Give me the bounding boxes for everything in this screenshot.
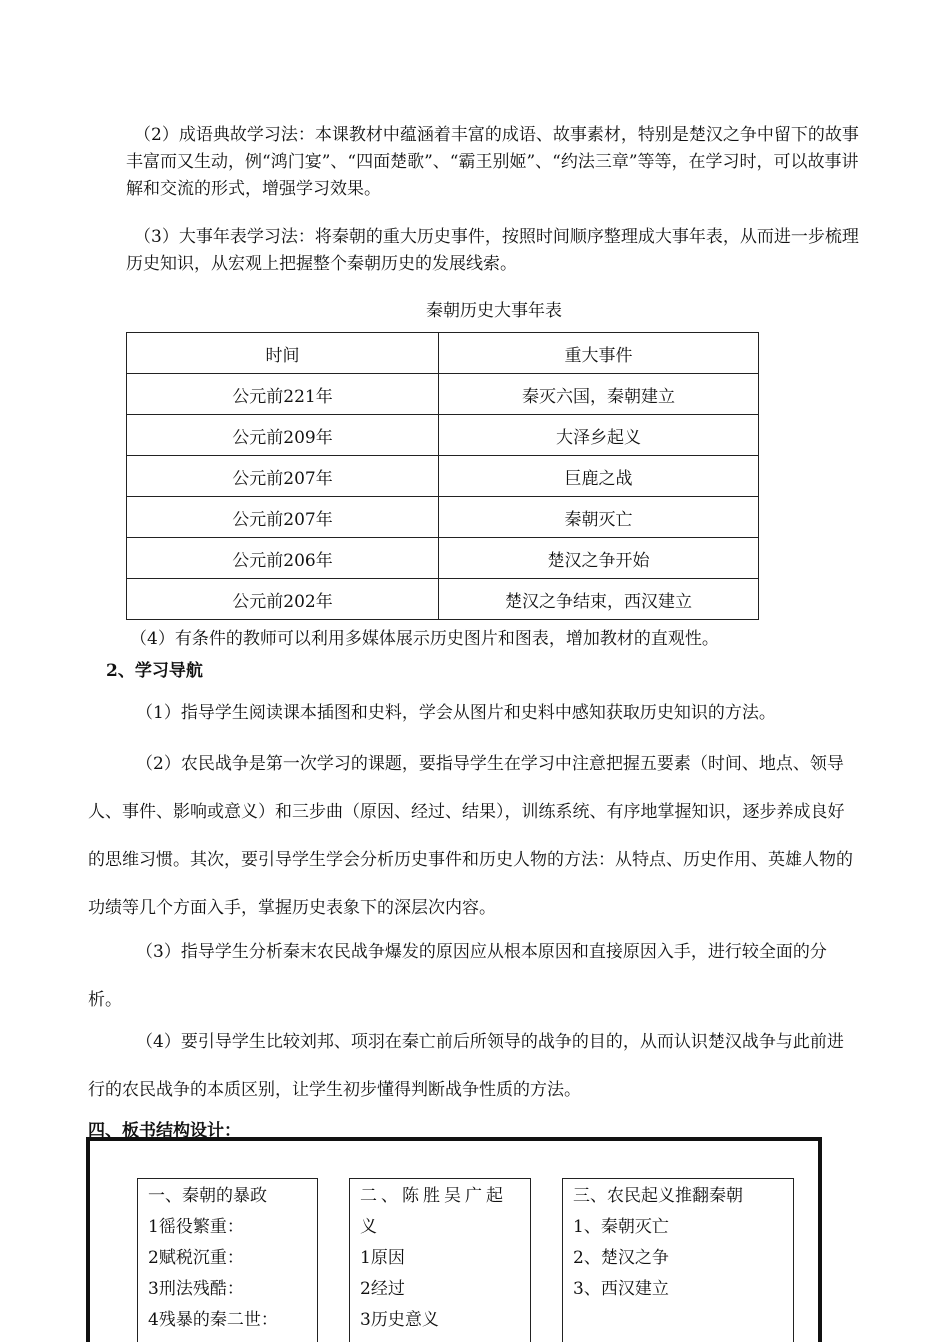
events-table [126,332,759,620]
table-cell-time: 公元前207年 [127,456,439,497]
table-cell-event: 秦朝灭亡 [439,497,759,538]
table-cell-event: 大泽乡起义 [439,415,759,456]
table-header-row [127,333,759,374]
table-row [127,538,759,579]
table-row [127,456,759,497]
board-box-item: 2、楚汉之争 [573,1248,669,1268]
paragraph-idiom-method: （2）成语典故学习法：本课教材中蕴涵着丰富的成语、故事素材，特别是楚汉之争中留下的故事丰富而又生动，例“鸿门宴”、“四面楚歌”、“霸王别姬”、“约法三章”等等，在学习时，可以故事讲解和交流的形式，增强学习效果。 [126,125,859,199]
table-cell-time: 公元前221年 [127,374,439,415]
board-box-item: 4残暴的秦二世： [148,1310,278,1330]
table-cell-event: 楚汉之争开始 [439,538,759,579]
table-caption: 秦朝历史大事年表 [426,301,562,321]
table-cell-time: 公元前202年 [127,579,439,620]
board-box-item: 1、秦朝灭亡 [573,1217,669,1237]
board-box-item: 2赋税沉重： [148,1248,244,1268]
board-box-item: 2经过 [360,1279,405,1299]
board-box-item: 3历史意义 [360,1310,439,1330]
board-box-title: 一、秦朝的暴政 [148,1186,267,1206]
board-box-item: 1徭役繁重： [148,1217,244,1237]
table-cell-event: 巨鹿之战 [439,456,759,497]
table-cell-time: 公元前206年 [127,538,439,579]
board-box-item: 3、西汉建立 [573,1279,669,1299]
table-row [127,374,759,415]
table-cell-time: 公元前207年 [127,497,439,538]
guide-item-1: （1）指导学生阅读课本插图和史料，学会从图片和史料中感知获取历史知识的方法。 [136,703,776,723]
board-box-tyranny [137,1178,318,1342]
paragraph-multimedia: （4）有条件的教师可以利用多媒体展示历史图片和图表，增加教材的直观性。 [130,629,719,649]
table-cell-event: 秦灭六国，秦朝建立 [439,374,759,415]
board-box-title: 三、农民起义推翻秦朝 [573,1186,743,1206]
board-box-item: 3刑法残酷： [148,1279,244,1299]
table-row [127,497,759,538]
guide-item-4: （4）要引导学生比较刘邦、项羽在秦亡前后所领导的战争的目的，从而认识楚汉战争与此前进行的农民战争的本质区别，让学生初步懂得判断战争性质的方法。 [88,1032,844,1100]
guide-item-3: （3）指导学生分析秦末农民战争爆发的原因应从根本原因和直接原因入手，进行较全面的分析。 [88,942,827,1010]
section-title-learning-guide: 2、学习导航 [106,661,203,681]
paragraph-timeline-method: （3）大事年表学习法：将秦朝的重大历史事件，按照时间顺序整理成大事年表，从而进一步梳理历史知识，从宏观上把握整个秦朝历史的发展线索。 [126,227,859,274]
table-row [127,579,759,620]
section-title-board-design: 四、板书结构设计： [88,1121,241,1141]
table-cell-event: 楚汉之争结束，西汉建立 [439,579,759,620]
board-box-title: 二、陈胜吴广起义 [360,1186,507,1237]
table-header-event: 重大事件 [439,333,759,374]
board-box-item: 1原因 [360,1248,405,1268]
table-header-time: 时间 [127,333,439,374]
guide-item-2: （2）农民战争是第一次学习的课题，要指导学生在学习中注意把握五要素（时间、地点、领导人、事件、影响或意义）和三步曲（原因、经过、结果），训练系统、有序地掌握知识，逐步养成良好的思维习惯。其次，要引导学生学会分析历史事件和历史人物的方法：从特点、历史作用、英雄人物的功绩等几个方面入手，掌握历史表象下的深层次内容。 [88,754,853,918]
table-cell-time: 公元前209年 [127,415,439,456]
board-box-uprising [349,1178,531,1342]
board-box-overthrow [562,1178,794,1342]
table-row [127,415,759,456]
